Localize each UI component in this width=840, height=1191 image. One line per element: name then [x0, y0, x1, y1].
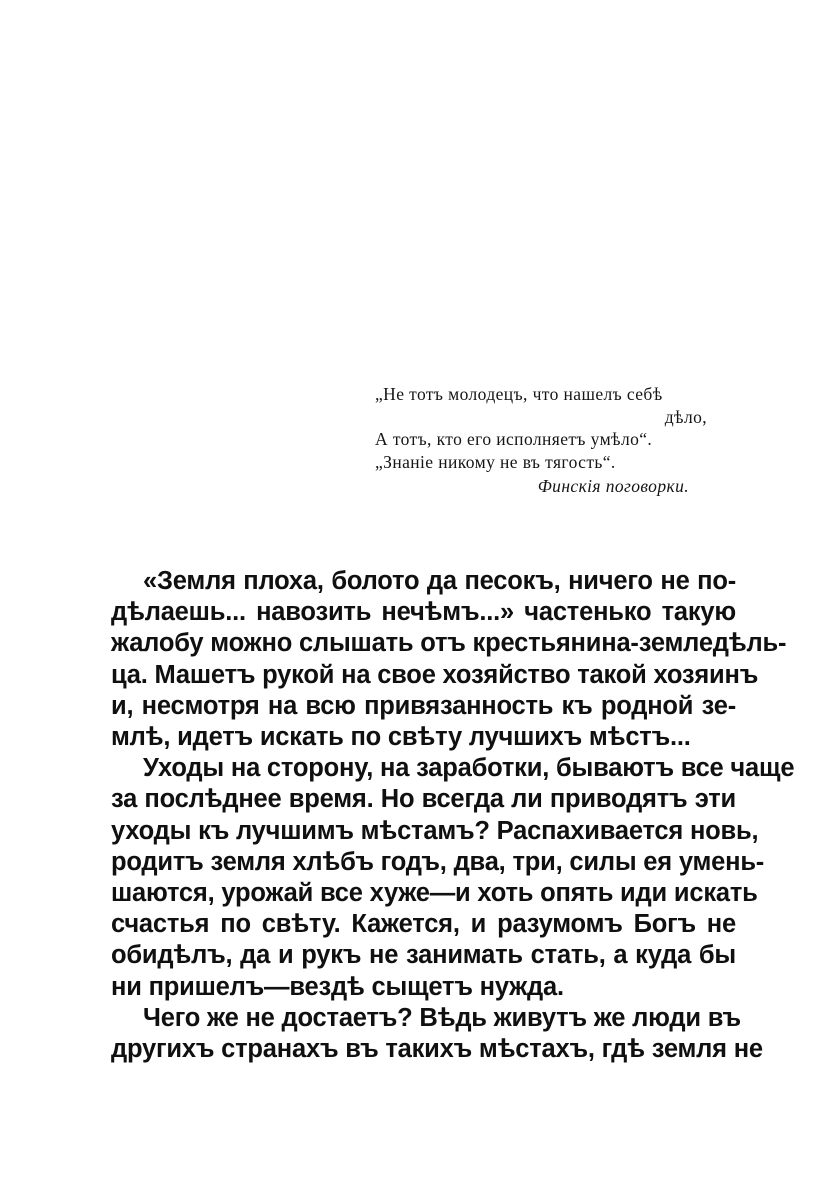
epigraph-line: „Знаніе никому не въ тягость“. [375, 451, 616, 472]
text-line: другихъ странахъ въ такихъ мѣстахъ, гдѣ земля не [111, 1035, 763, 1064]
epigraph-line: „Не тотъ молодецъ, что нашелъ себѣ [375, 384, 663, 404]
text-line: и, несмотря на всю привязанность къ родной зе- [111, 691, 736, 720]
text-line: жалобу можно слышать отъ крестьянина-земледѣль- [111, 629, 787, 658]
text-line: «Земля плоха, болото да песокъ, ничего не по- [143, 567, 736, 595]
text-line: уходы къ лучшимъ мѣстамъ? Распахивается новь, [111, 816, 759, 845]
text-line: родитъ земля хлѣбъ годъ, два, три, силы ея умень- [111, 847, 765, 876]
epigraph [375, 383, 737, 498]
main-text [111, 566, 795, 1065]
text-line: дѣлаешь... навозить нечѣмъ...» частенько такую [111, 598, 736, 627]
text-line: Уходы на сторону, на заработки, бываютъ все чаще [143, 754, 795, 783]
text-line: ни пришелъ—вездѣ сыщетъ нужда. [111, 972, 564, 1001]
text-line: за послѣднее время. Но всегда ли приводятъ эти [111, 785, 736, 814]
paragraph [111, 753, 795, 1003]
epigraph-line: дѣло, [664, 406, 707, 427]
paragraph [111, 1003, 763, 1065]
text-line: Чего же не достаетъ? Вѣдь живутъ же люди въ [143, 1003, 741, 1032]
text-line: счастья по свѣту. Кажется, и разумомъ Богъ не [111, 910, 736, 939]
epigraph-line: А тотъ, кто его исполняетъ умѣло“. [375, 429, 653, 449]
text-line: шаются, урожай все хуже—и хоть опять иди искать [111, 879, 758, 908]
paragraph [111, 566, 787, 753]
text-line: обидѣлъ, да и рукъ не занимать стать, а куда бы [111, 941, 736, 970]
epigraph-source: Финскія поговорки. [537, 476, 689, 496]
text-line: млѣ, идетъ искать по свѣту лучшихъ мѣстъ... [111, 723, 691, 752]
text-line: ца. Машетъ рукой на свое хозяйство такой хозяинъ [111, 660, 759, 689]
